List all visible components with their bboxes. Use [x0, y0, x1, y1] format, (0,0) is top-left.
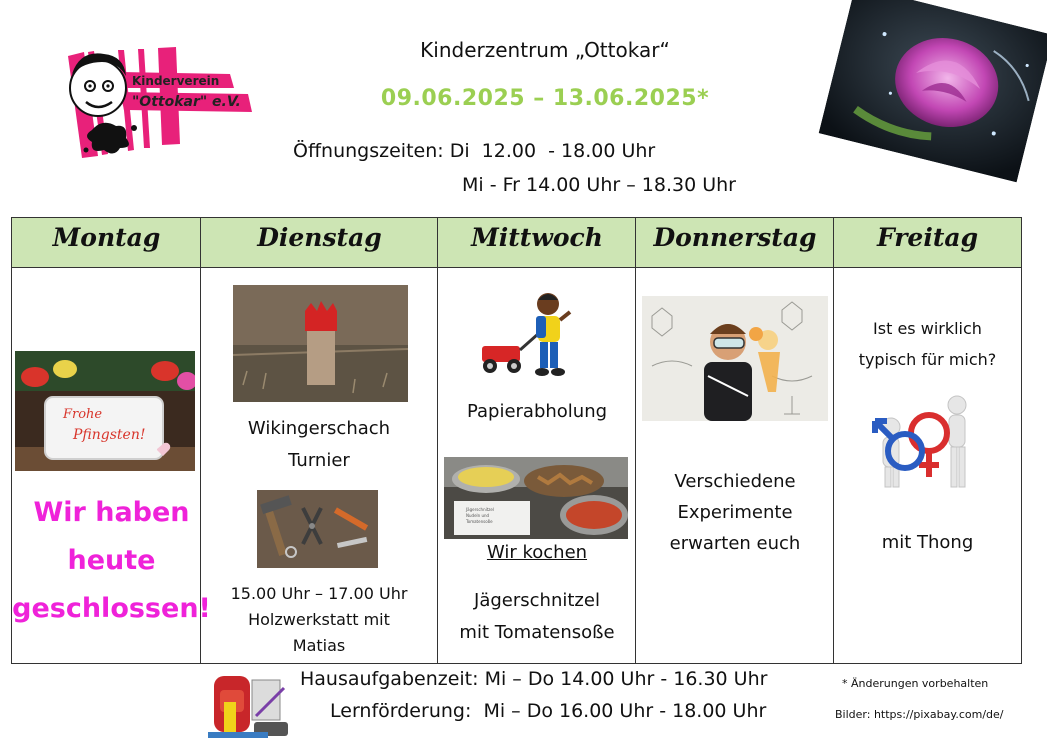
gender-symbols-illustration	[861, 393, 973, 493]
cooking-title: Wir kochen	[486, 542, 588, 563]
tuesday-activity1-line2: Turnier	[288, 450, 350, 471]
cooking-photo-note	[466, 507, 494, 525]
wednesday-cooking-menu	[438, 585, 636, 649]
tuesday-activity1-line1: Wikingerschach	[247, 418, 391, 439]
logo-line2: "Ottokar" e.V.	[132, 94, 241, 110]
cooking-photo-note-line3: Tomatensoße	[466, 519, 493, 524]
thursday-line3: erwarten euch	[669, 533, 801, 554]
cooking-line1: Jägerschnitzel	[474, 590, 600, 611]
pfingsten-photo	[15, 351, 195, 471]
thursday-line2: Experimente	[677, 502, 793, 523]
boy-with-wagon-illustration	[478, 290, 576, 382]
thursday-line1: Verschiedene	[674, 471, 796, 492]
tuesday-activity2	[201, 581, 437, 659]
tutoring-hours: Lernförderung: Mi – Do 16.00 Uhr - 18.00 Uhr	[330, 700, 767, 722]
kinderverein-logo	[58, 44, 254, 160]
cooking-photo	[444, 457, 628, 539]
day-label-donnerstag: Donnerstag	[653, 223, 817, 252]
header-cell-mittwoch	[438, 218, 636, 268]
card-text-pfingsten: Pfingsten!	[73, 427, 146, 443]
kubb-game-photo	[233, 285, 408, 402]
card-text-frohe: Frohe	[63, 407, 103, 422]
experiment-photo	[642, 296, 828, 421]
opening-hours-line2: Mi - Fr 14.00 Uhr – 18.30 Uhr	[462, 174, 736, 196]
opening-hours-line1: Öffnungszeiten: Di 12.00 - 18.00 Uhr	[293, 140, 656, 162]
friday-question-line1: Ist es wirklich	[873, 319, 982, 338]
wednesday-activity1: Papierabholung	[466, 401, 608, 422]
cooking-line2: mit Tomatensoße	[459, 622, 615, 643]
tuesday-activity2-line1: 15.00 Uhr – 17.00 Uhr	[230, 584, 408, 603]
day-label-dienstag: Dienstag	[257, 223, 382, 252]
column-divider	[833, 218, 834, 663]
cooking-photo-note-line1: Jägerschnitzel	[466, 507, 494, 512]
date-range: 09.06.2025 – 13.06.2025*	[380, 86, 710, 111]
tuesday-activity1	[201, 413, 437, 477]
closed-notice	[12, 489, 211, 633]
header-cell-dienstag	[201, 218, 438, 268]
header-cell-freitag	[834, 218, 1021, 268]
day-label-freitag: Freitag	[876, 223, 979, 252]
page-title: Kinderzentrum „Ottokar“	[420, 38, 670, 62]
friday-question	[834, 313, 1021, 375]
closed-line1: Wir haben	[33, 497, 190, 528]
closed-line3: geschlossen!	[12, 593, 211, 624]
day-label-mittwoch: Mittwoch	[471, 223, 603, 252]
homework-hours: Hausaufgabenzeit: Mi – Do 14.00 Uhr - 16.30 Uhr	[300, 668, 768, 690]
thursday-activity	[636, 466, 834, 559]
rose-photo	[819, 0, 1047, 182]
day-label-montag: Montag	[52, 223, 161, 252]
closed-line2: heute	[67, 545, 156, 576]
cooking-photo-note-line2: Nudeln und	[466, 513, 490, 518]
weekly-schedule-table	[11, 217, 1022, 664]
changes-note: * Änderungen vorbehalten	[842, 677, 989, 690]
tools-photo	[257, 490, 378, 568]
tuesday-activity2-line3: Matias	[292, 636, 346, 655]
friday-with: mit Thong	[881, 532, 974, 553]
image-credit: Bilder: https://pixabay.com/de/	[835, 708, 1004, 721]
tuesday-activity2-line2: Holzwerkstatt mit	[248, 610, 390, 629]
logo-line1: Kinderverein	[132, 74, 220, 88]
school-bag-illustration	[208, 670, 292, 742]
header-cell-montag	[12, 218, 201, 268]
header-cell-donnerstag	[636, 218, 834, 268]
friday-question-line2: typisch für mich?	[858, 350, 997, 369]
